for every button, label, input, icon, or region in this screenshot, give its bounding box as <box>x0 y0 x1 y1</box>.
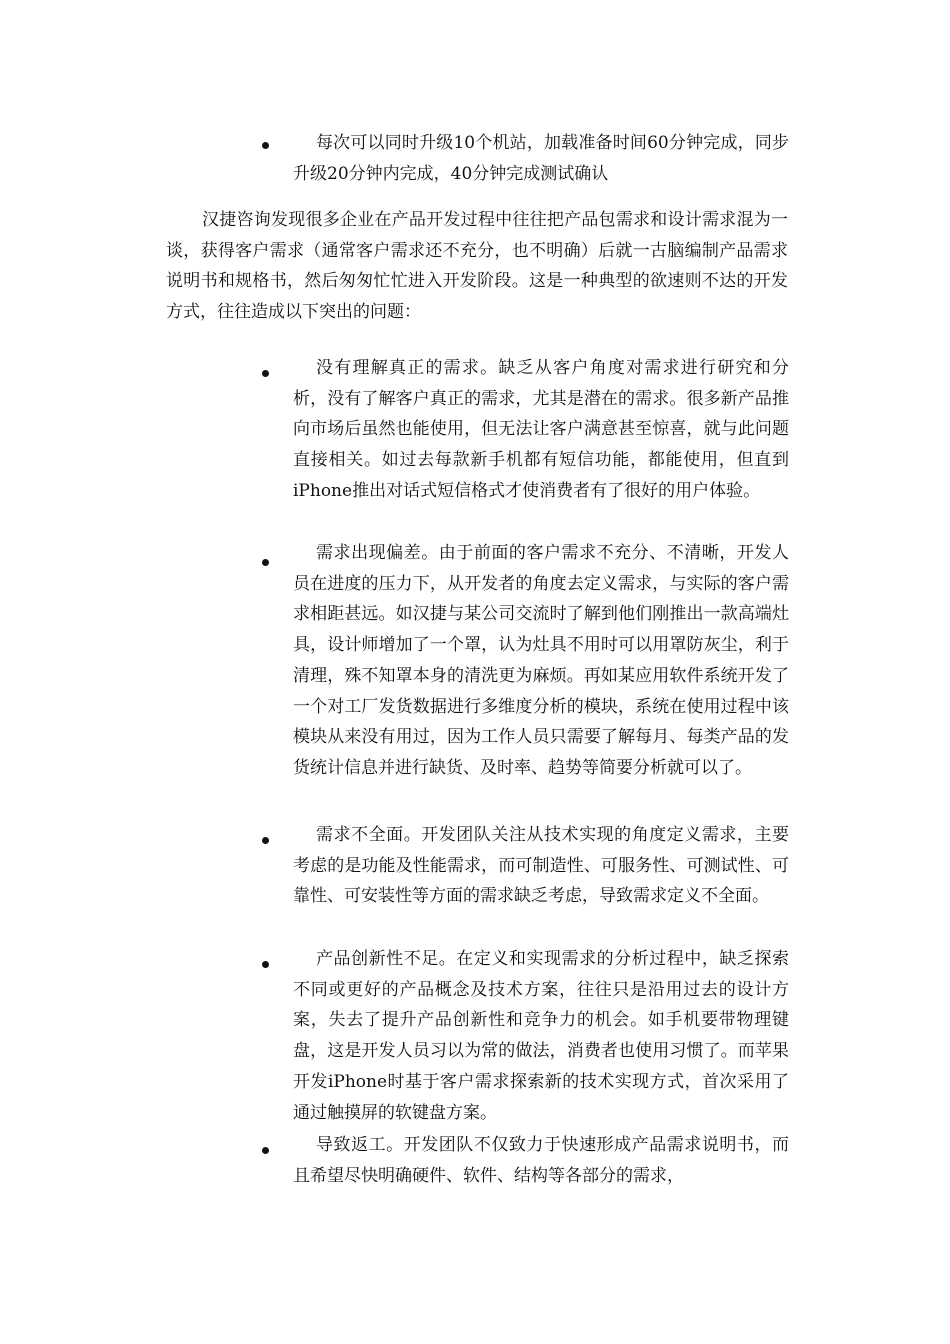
bullet-icon <box>262 142 269 149</box>
list-item-text: 产品创新性不足。在定义和实现需求的分析过程中，缺乏探索不同或更好的产品概念及技术方案，往往只是沿用过去的设计方案，失去了提升产品创新性和竞争力的机会。如手机要带物理键盘，这是开发人员习以为常的做法，消费者也使用习惯了。而苹果开发iPhone时基于客户需求探索新的技术实现方式，首次采用了通过触摸屏的软键盘方案。 <box>293 949 789 1123</box>
list-item-text: 每次可以同时升级10个机站，加载准备时间60分钟完成，同步升级20分钟内完成，40分钟完成测试确认 <box>293 133 789 184</box>
bullet-icon <box>262 961 269 968</box>
bullet-icon <box>262 837 269 844</box>
bullet-icon <box>262 1147 269 1154</box>
list-item-text: 导致返工。开发团队不仅致力于快速形成产品需求说明书，而且希望尽快明确硬件、软件、结构等各部分的需求， <box>293 1135 789 1186</box>
list-item-text: 需求出现偏差。由于前面的客户需求不充分、不清晰，开发人员在进度的压力下，从开发者的角度去定义需求，与实际的客户需求相距甚远。如汉捷与某公司交流时了解到他们刚推出一款高端灶具，设计师增加了一个罩，认为灶具不用时可以用罩防灰尘，利于清理，殊不知罩本身的清洗更为麻烦。再如某应用软件系统开发了一个对工厂发货数据进行多维度分析的模块，系统在使用过程中该模块从来没有用过，因为工作人员只需要了解每月、每类产品的发货统计信息并进行缺货、及时率、趋势等简要分析就可以了。 <box>293 543 789 778</box>
bullet-icon <box>262 370 269 377</box>
intro-paragraph: 汉捷咨询发现很多企业在产品开发过程中往往把产品包需求和设计需求混为一谈，获得客户需求（通常客户需求还不充分，也不明确）后就一古脑编制产品需求说明书和规格书，然后匆匆忙忙进入开发阶段。这是一种典型的欲速则不达的开发方式，往往造成以下突出的问题： <box>166 210 788 323</box>
bullet-icon <box>262 559 269 566</box>
list-item-text: 需求不全面。开发团队关注从技术实现的角度定义需求，主要考虑的是功能及性能需求，而可制造性、可服务性、可测试性、可靠性、可安装性等方面的需求缺乏考虑，导致需求定义不全面。 <box>293 825 789 907</box>
list-item-text: 没有理解真正的需求。缺乏从客户角度对需求进行研究和分析，没有了解客户真正的需求，尤其是潜在的需求。很多新产品推向市场后虽然也能使用，但无法让客户满意甚至惊喜，就与此问题直接相关。如过去每款新手机都有短信功能，都能使用，但直到iPhone推出对话式短信格式才使消费者有了很好的用户体验。 <box>293 358 789 501</box>
